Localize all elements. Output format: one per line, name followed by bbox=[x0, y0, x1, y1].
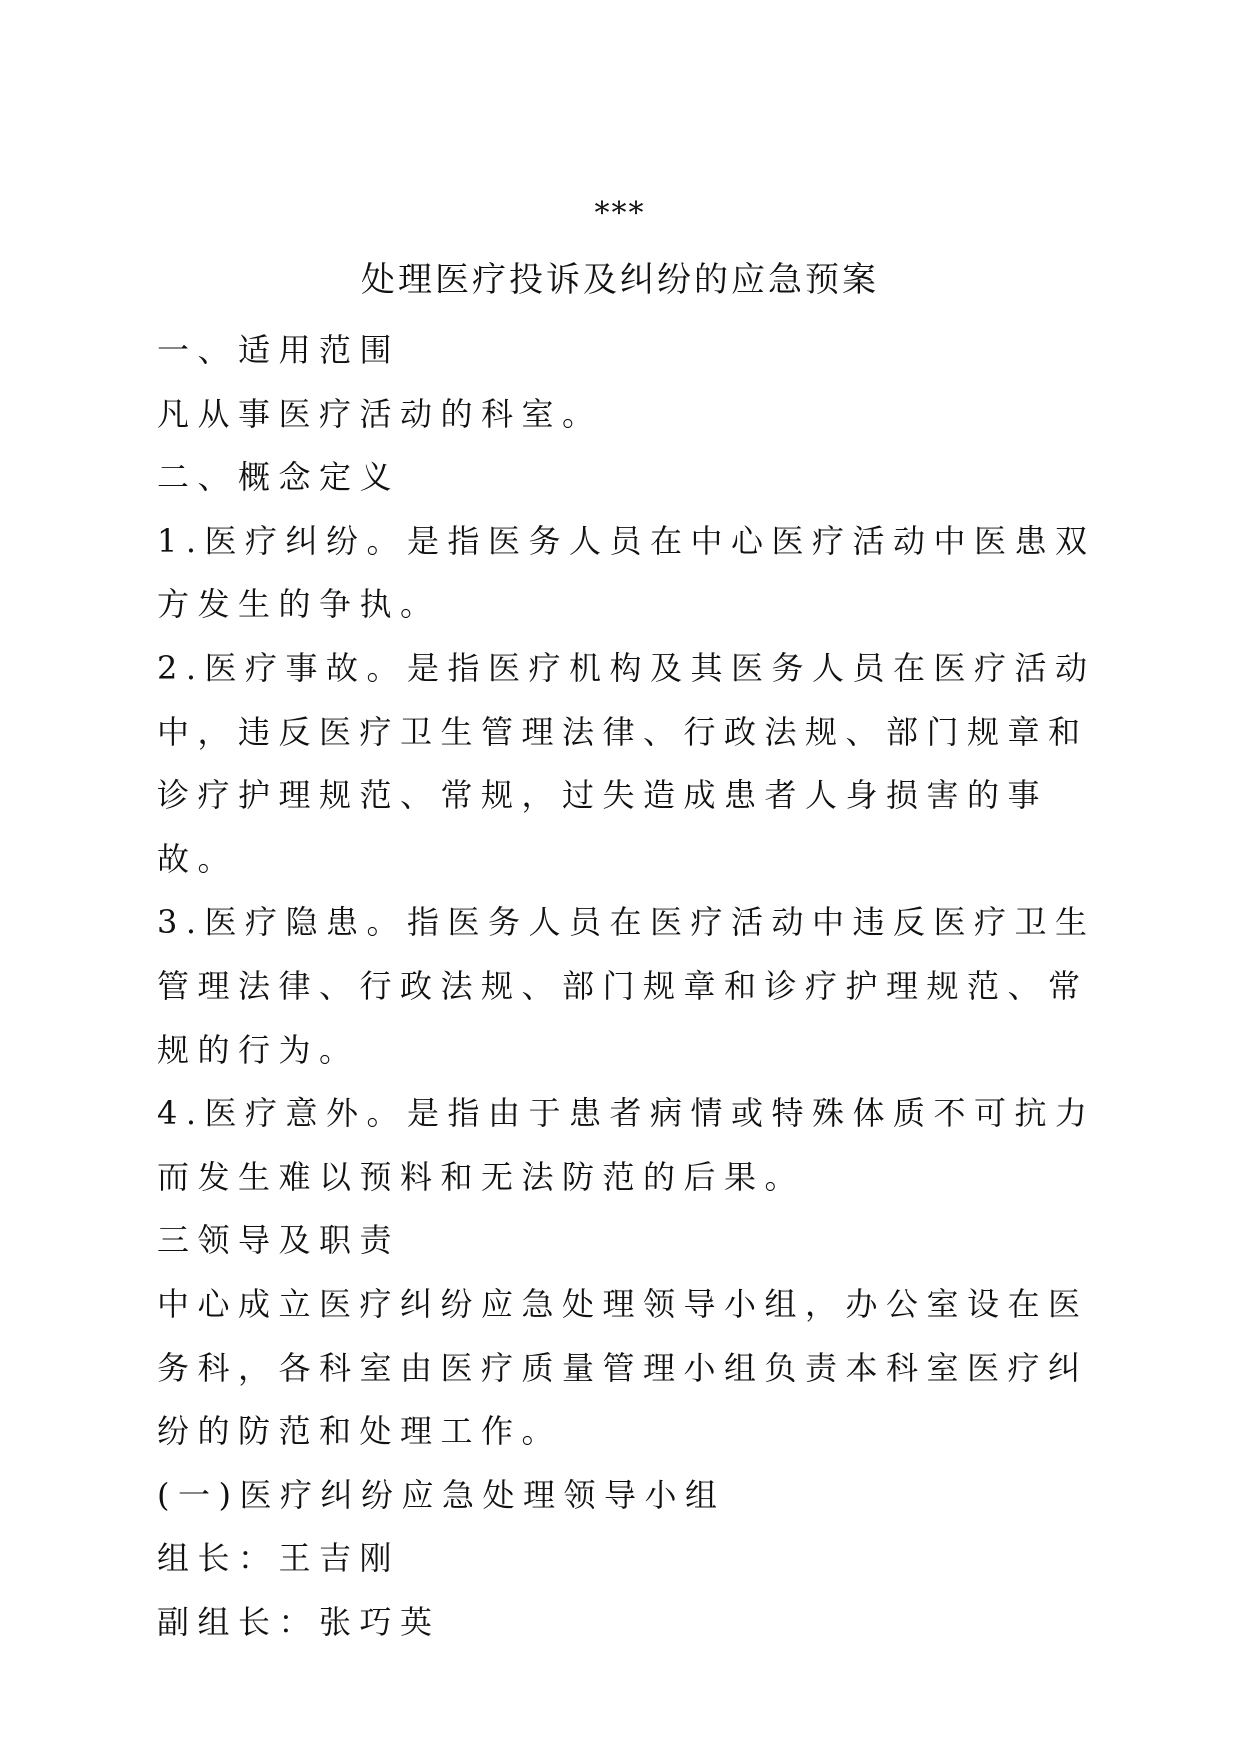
section-heading-scope: 一、适用范围 bbox=[157, 331, 401, 369]
paragraph-definition-mishap: 4.医疗意外。是指由于患者病情或特殊体质不可抗力而发生难以预料和无法防范的后果。 bbox=[157, 1094, 1096, 1196]
header-stars: *** bbox=[594, 196, 646, 231]
paragraph-definition-dispute: 1.医疗纠纷。是指医务人员在中心医疗活动中医患双方发生的争执。 bbox=[157, 521, 1096, 624]
group-deputy-leader: 副组长：张巧英 bbox=[157, 1602, 441, 1641]
paragraph-definition-accident: 2.医疗事故。是指医疗机构及其医务人员在医疗活动中，违反医疗卫生管理法律、行政法规、部门规章和诊疗护理规范、常规，过失造成患者人身损害的事故。 bbox=[157, 648, 1096, 878]
section-heading-leadership: 三领导及职责 bbox=[157, 1221, 401, 1260]
paragraph-definition-hazard: 3.医疗隐患。指医务人员在医疗活动中违反医疗卫生管理法律、行政法规、部门规章和诊疗护理规范、常规的行为。 bbox=[157, 903, 1096, 1069]
paragraph-scope: 凡从事医疗活动的科室。 bbox=[157, 394, 603, 433]
document-body bbox=[157, 319, 1097, 1654]
group-leader: 组长：王吉刚 bbox=[157, 1539, 401, 1578]
paragraph-leadership: 中心成立医疗纠纷应急处理领导小组，办公室设在医务科，各科室由医疗质量管理小组负责本科室医疗纠纷的防范和处理工作。 bbox=[157, 1284, 1089, 1451]
document-title: 处理医疗投诉及纠纷的应急预案 bbox=[361, 260, 879, 300]
section-heading-definitions: 二、概念定义 bbox=[157, 458, 401, 497]
subsection-heading-group: (一)医疗纠纷应急处理领导小组 bbox=[157, 1475, 726, 1514]
